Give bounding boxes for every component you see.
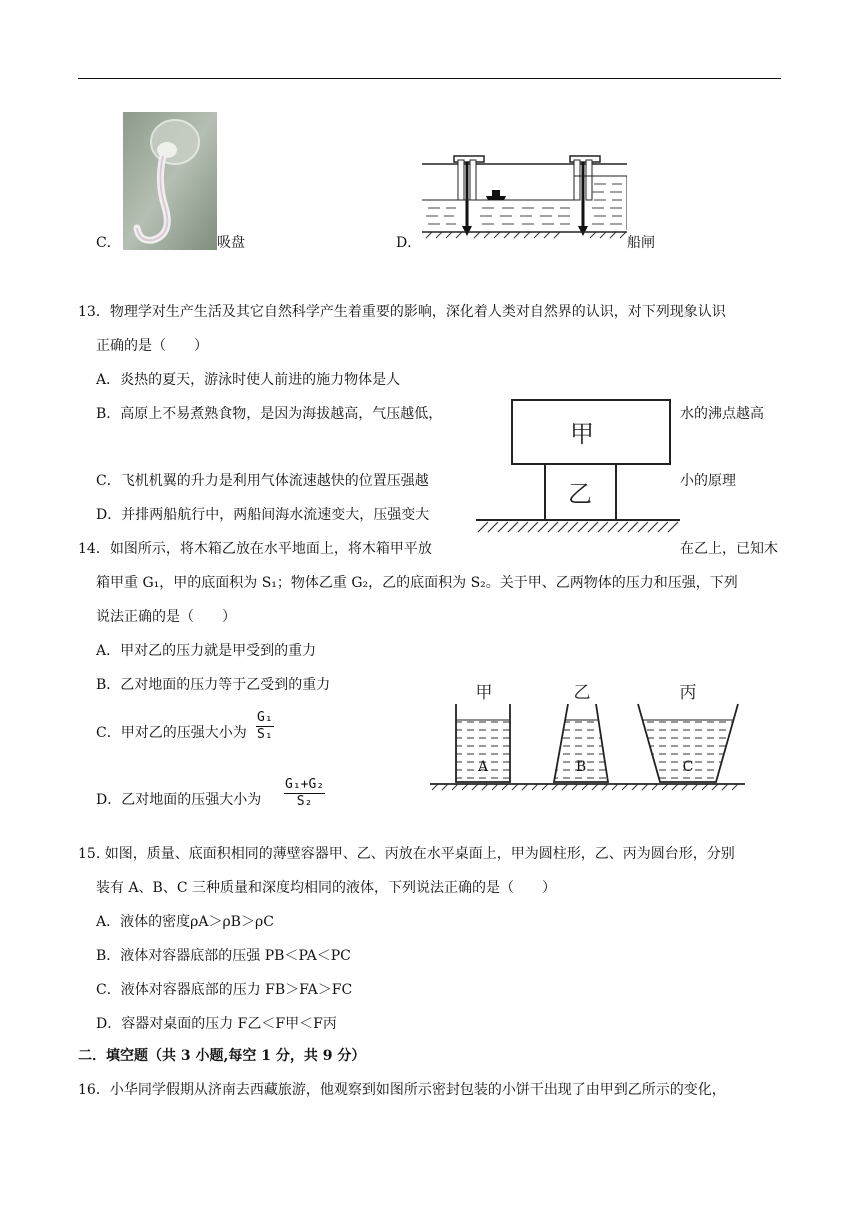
suction-cup-hook-image: [123, 112, 217, 250]
q14-stem-line3: 说法正确的是（ ）: [96, 609, 236, 625]
q15-option-d: D．容器对桌面的压力 F乙＜F甲＜F丙: [96, 1016, 337, 1032]
fraction-denominator: S₂: [296, 794, 313, 809]
header-rule: [78, 78, 781, 79]
q14-stem-line2: 箱甲重 G₁，甲的底面积为 S₁；物体乙重 G₂，乙的底面积为 S₂。关于甲、乙两物体的压力和压强，下列: [96, 575, 738, 591]
q14-option-c-fraction: [256, 710, 274, 743]
q13-option-c-right: 小的原理: [680, 473, 736, 489]
stacked-boxes-diagram: [476, 396, 680, 540]
q15-option-c: C．液体对容器底部的压力 FB＞FA＞FC: [96, 982, 353, 998]
q14-option-b: B．乙对地面的压力等于乙受到的重力: [96, 677, 331, 693]
box-bottom-label: 乙: [568, 480, 592, 508]
section-heading: 二．填空题（共 3 小题,每空 1 分，共 9 分）: [78, 1048, 366, 1064]
fraction-numerator: G₁+G₂: [285, 777, 325, 792]
q12-option-c-caption: 吸盘: [217, 235, 245, 251]
q14-option-c-text: C．甲对乙的压强大小为: [96, 725, 247, 741]
q13-stem-line2: 正确的是（ ）: [96, 338, 208, 354]
q13-stem-line1: 13．物理学对生产生活及其它自然科学产生着重要的影响，深化着人类对自然界的认识，对下列现象认识: [78, 304, 726, 320]
q15-stem-line1: 15. 如图，质量、底面积相同的薄壁容器甲、乙、丙放在水平桌面上，甲为圆柱形，乙、丙为圆台形，分别: [78, 846, 735, 862]
q15-option-b: B．液体对容器底部的压强 PB＜PA＜PC: [96, 948, 351, 964]
q13-option-b-right: 水的沸点越高: [680, 406, 764, 422]
box-top-label: 甲: [570, 420, 594, 448]
q12-option-d-caption: 船闸: [627, 235, 655, 251]
q15-stem-line2: 装有 A、B、C 三种质量和深度均相同的液体，下列说法正确的是（ ）: [96, 880, 557, 896]
container-yi-label: 乙: [573, 683, 591, 703]
container-bing-label: 丙: [679, 683, 697, 703]
liquid-c-label: C: [682, 759, 694, 775]
q13-option-c-left: C．飞机机翼的升力是利用气体流速越快的位置压强越: [96, 473, 429, 489]
q14-stem-right: 在乙上，已知木: [680, 541, 778, 557]
ship-lock-diagram: [422, 150, 627, 245]
q14-stem-left: 14．如图所示，将木箱乙放在水平地面上，将木箱甲平放: [78, 541, 432, 557]
q14-option-d-text: D．乙对地面的压强大小为: [96, 792, 262, 808]
q13-option-a: A．炎热的夏天，游泳时使人前进的施力物体是人: [96, 372, 401, 388]
container-jia-label: 甲: [475, 683, 493, 703]
q14-option-a: A．甲对乙的压力就是甲受到的重力: [96, 643, 317, 659]
fraction-denominator: S₁: [257, 727, 273, 742]
liquid-a-label: A: [477, 759, 489, 775]
q13-option-d: D．并排两船航行中，两船间海水流速变大，压强变大: [96, 507, 430, 523]
q15-option-a: A．液体的密度ρA＞ρB＞ρC: [96, 914, 274, 930]
q14-option-d-fraction: [284, 777, 325, 810]
liquid-b-label: B: [575, 759, 587, 775]
fraction-numerator: G₁: [257, 710, 273, 725]
q12-option-d-label: D．: [396, 235, 422, 251]
q16-stem-line1: 16．小华同学假期从济南去西藏旅游，他观察到如图所示密封包装的小饼干出现了由甲到乙所示的变化，: [78, 1082, 726, 1098]
q12-option-c-label: C．: [96, 235, 121, 251]
three-containers-diagram: [430, 678, 745, 794]
q13-option-b-left: B．高原上不易煮熟食物，是因为海拔越高，气压越低，: [96, 406, 443, 422]
